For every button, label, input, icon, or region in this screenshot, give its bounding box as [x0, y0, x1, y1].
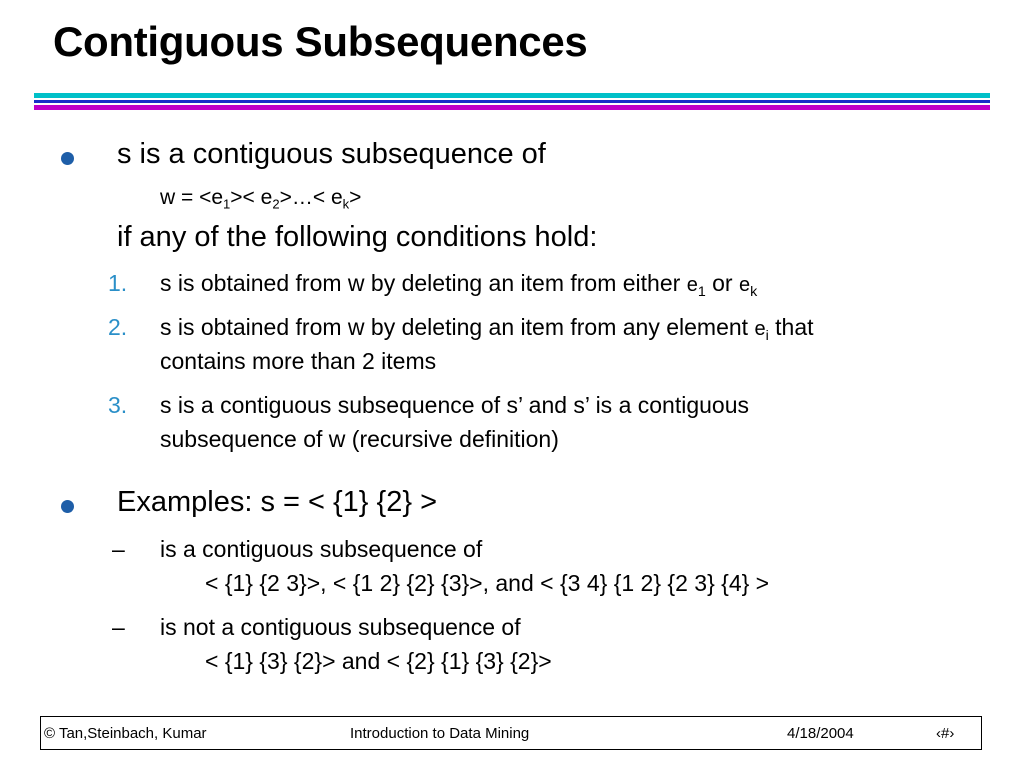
slide-footer	[40, 716, 982, 750]
list-number-2: 2.	[108, 314, 128, 340]
footer-date: 4/18/2004	[787, 725, 854, 742]
condition-text: if any of the following conditions hold:	[117, 221, 598, 253]
example-1-line2: < {1} {2 3}>, < {1 2} {2} {3}>, and < {3 4} {1 2} {2 3} {4} >	[205, 570, 770, 596]
bullet-2-text: Examples: s = < {1} {2} >	[117, 486, 438, 518]
condition-item-2: s is obtained from w by deleting an item from any element $e_i$ that	[160, 314, 814, 344]
bullet-dot-icon	[61, 152, 74, 165]
title-rule-blue	[34, 100, 990, 103]
dash-marker: –	[112, 536, 125, 562]
bullet-dot-icon	[61, 500, 74, 513]
title-rule-cyan	[34, 93, 990, 98]
footer-page-number: ‹#›	[936, 725, 955, 742]
w-definition: $w = <e_1><$ $e_2>\dots< e_k>$	[160, 186, 362, 212]
title-rule-magenta	[34, 105, 990, 110]
bullet-1-text: s is a contiguous subsequence of	[117, 138, 546, 170]
condition-item-3: s is a contiguous subsequence of s’ and s’ is a contiguous	[160, 392, 749, 418]
example-2-line2: < {1} {3} {2}> and < {2} {1} {3} {2}>	[205, 648, 552, 674]
condition-item-1: s is obtained from w by deleting an item from either $e_1$ or $e_k$	[160, 270, 758, 300]
example-1-line1: is a contiguous subsequence of	[160, 536, 483, 562]
example-2-line1: is not a contiguous subsequence of	[160, 614, 521, 640]
slide-title: Contiguous Subsequences	[53, 18, 588, 65]
condition-item-3-line2: subsequence of w (recursive definition)	[160, 426, 559, 452]
footer-course: Introduction to Data Mining	[350, 725, 530, 742]
condition-item-2-line2: contains more than 2 items	[160, 348, 437, 374]
footer-copyright: © Tan,Steinbach, Kumar	[44, 725, 207, 742]
list-number-1: 1.	[108, 270, 128, 296]
list-number-3: 3.	[108, 392, 128, 418]
dash-marker: –	[112, 614, 125, 640]
